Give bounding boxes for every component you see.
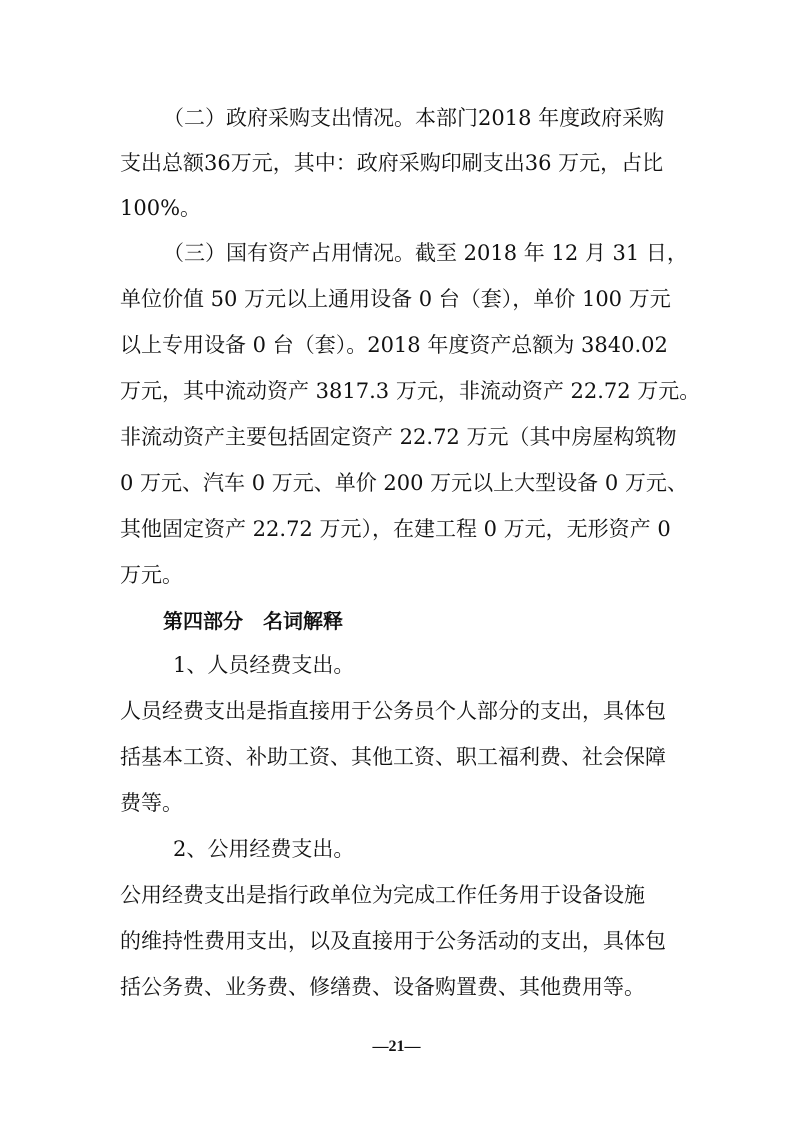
paragraph-line: 非流动资产主要包括固定资产 22.72 万元（其中房屋构筑物: [120, 425, 677, 449]
section-heading: 第四部分 名词解释: [163, 609, 343, 633]
subheading: 2、公用经费支出。: [173, 837, 355, 861]
paragraph-line: 括公务费、业务费、修缮费、设备购置费、其他费用等。: [120, 975, 645, 999]
paragraph-line: 费等。: [120, 791, 183, 815]
paragraph-line: 单位价值 50 万元以上通用设备 0 台（套），单价 100 万元: [120, 287, 671, 311]
paragraph-line: 100%。: [120, 196, 202, 220]
paragraph-line: 支出总额36万元，其中：政府采购印刷支出36 万元，占比: [120, 151, 664, 175]
paragraph-line: （三）国有资产占用情况。截至 2018 年 12 月 31 日，: [163, 241, 688, 265]
paragraph-line: 的维持性费用支出，以及直接用于公务活动的支出，具体包: [120, 929, 666, 953]
paragraph-line: 括基本工资、补助工资、其他工资、职工福利费、社会保障: [120, 745, 666, 769]
paragraph-line: 人员经费支出是指直接用于公务员个人部分的支出，具体包: [120, 699, 666, 723]
paragraph-line: 公用经费支出是指行政单位为完成工作任务用于设备设施: [120, 883, 645, 907]
paragraph-line: （二）政府采购支出情况。本部门2018 年度政府采购: [163, 106, 665, 130]
paragraph-line: 万元。: [120, 563, 183, 587]
paragraph-line: 其他固定资产 22.72 万元），在建工程 0 万元，无形资产 0: [120, 517, 671, 541]
subheading: 1、人员经费支出。: [173, 653, 355, 677]
paragraph-line: 以上专用设备 0 台（套）。2018 年度资产总额为 3840.02: [120, 333, 668, 357]
paragraph-line: 万元，其中流动资产 3817.3 万元，非流动资产 22.72 万元。: [120, 379, 701, 403]
paragraph-line: 0 万元、汽车 0 万元、单价 200 万元以上大型设备 0 万元、: [120, 471, 688, 495]
page-number: —21—: [372, 1038, 421, 1055]
